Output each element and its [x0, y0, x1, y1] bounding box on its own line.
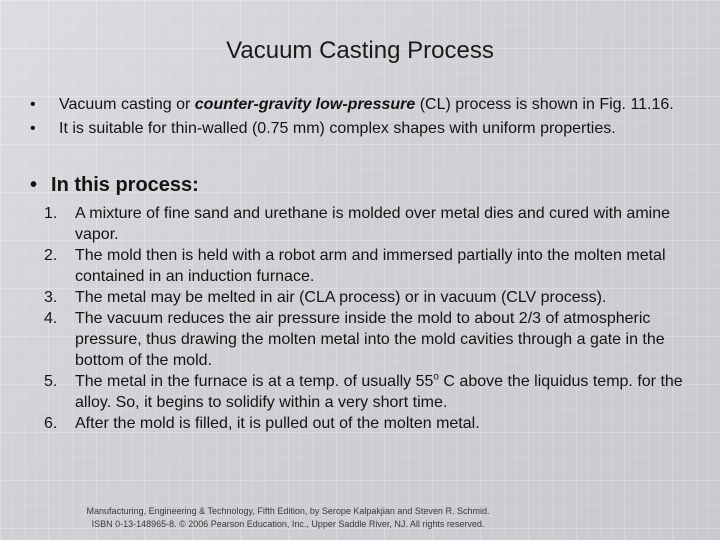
bullet-text: It is suitable for thin-walled (0.75 mm) complex shapes with uniform properties.	[59, 120, 616, 137]
step-text: The vacuum reduces the air pressure inside the mold to about 2/3 of atmospheric pressure, thus drawing the molten metal into the mold cavities through a gate in the bottom of the mold.	[75, 310, 665, 369]
step-item	[44, 203, 694, 245]
footer-line: Manufacturing, Engineering & Technology, Fifth Edition, by Serope Kalpakjian and Steven R. Schmid.	[86, 506, 490, 516]
step-text-end: C above the liquidus temp. for the alloy. So, it begins to solidify within a very short time.	[75, 373, 683, 411]
footer-line: ISBN 0-13-148965-8. © 2006 Pearson Education, Inc., Upper Saddle River, NJ. All rights reserved.	[91, 519, 485, 529]
step-list	[44, 203, 694, 434]
bullet-item	[30, 118, 698, 140]
step-number: 3.	[44, 289, 58, 306]
section-heading-text: In this process:	[51, 174, 199, 196]
step-item	[44, 287, 694, 308]
step-text: The metal may be melted in air (CLA process) or in vacuum (CLV process).	[75, 289, 607, 306]
step-number: 4.	[44, 310, 58, 327]
step-item	[44, 245, 694, 287]
bullet-item	[30, 94, 698, 116]
slide-title: Vacuum Casting Process	[226, 37, 494, 64]
bullet-text-start: Vacuum casting or	[59, 96, 195, 113]
step-text: The mold then is held with a robot arm and immersed partially into the molten metal contained in an induction furnace.	[75, 247, 666, 285]
bullet-icon: •	[30, 96, 36, 113]
bullet-emphasis: counter-gravity low-pressure	[194, 96, 416, 113]
step-text: After the mold is filled, it is pulled out of the molten metal.	[75, 415, 480, 432]
step-text: A mixture of fine sand and urethane is molded over metal dies and cured with amine vapor.	[75, 205, 670, 243]
step-item	[44, 371, 694, 413]
bullet-icon: •	[30, 120, 36, 137]
step-number: 6.	[44, 415, 58, 432]
degree-superscript: o	[433, 371, 439, 383]
bullet-text-end: (CL) process is shown in Fig. 11.16.	[415, 96, 674, 113]
section-heading	[30, 174, 199, 197]
step-number: 5.	[44, 373, 58, 390]
copyright-footer	[0, 505, 576, 531]
step-item	[44, 308, 694, 371]
bullet-icon: •	[30, 174, 38, 196]
step-number: 1.	[44, 205, 58, 222]
step-text-start: The metal in the furnace is at a temp. of usually 55	[75, 373, 434, 390]
step-item	[44, 413, 694, 434]
bullet-list	[30, 94, 698, 142]
step-number: 2.	[44, 247, 58, 264]
